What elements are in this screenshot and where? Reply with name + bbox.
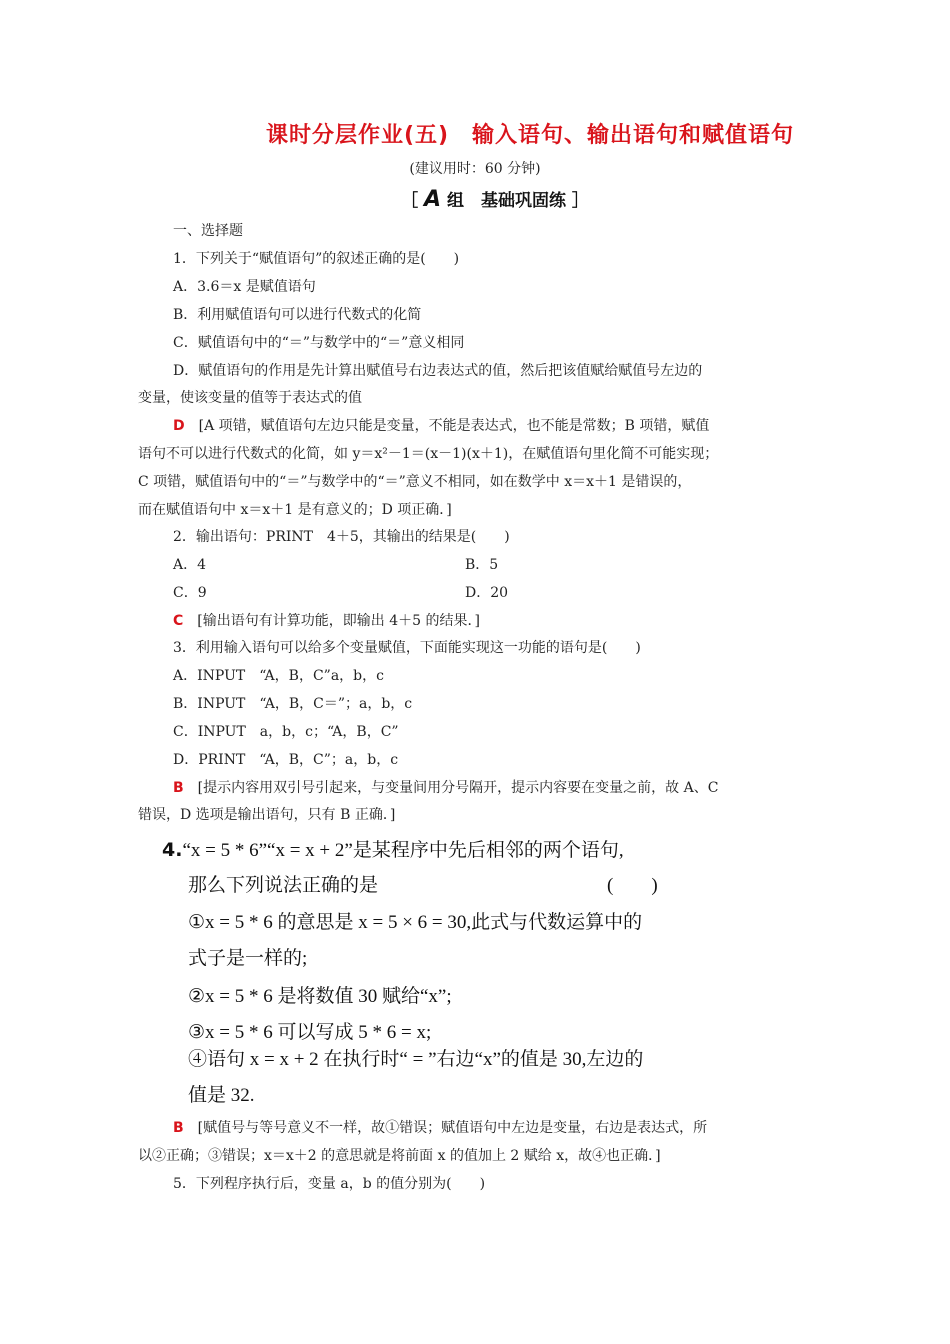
q3-stem: 3．利用输入语句可以给多个变量赋值，下面能实现这一功能的语句是( )	[173, 640, 641, 656]
q1-answer: D	[173, 418, 185, 434]
group-heading	[0, 186, 950, 212]
q4-statement-2: ②x = 5 * 6 是将数值 30 赋给“x”;	[188, 986, 452, 1007]
q1-option-b: B．利用赋值语句可以进行代数式的化简	[173, 307, 422, 323]
q1-stem: 1．下列关于“赋值语句”的叙述正确的是( )	[173, 251, 460, 267]
q2-option-a: A．4	[173, 557, 207, 573]
group-letter: A	[424, 187, 442, 212]
q3-option-b: B．INPUT “A，B，C＝”；a，b，c	[173, 696, 413, 712]
q2-stem: 2．输出语句：PRINT 4＋5，其输出的结果是( )	[173, 529, 510, 545]
q4-paren: ( )	[607, 875, 658, 896]
q1-explanation-line4: 而在赋值语句中 x＝x＋1 是有意义的；D 项正确．]	[138, 502, 452, 518]
q4-stem-line1: 4.“x = 5 * 6”“x = x + 2”是某程序中先后相邻的两个语句,	[162, 839, 624, 861]
q5-stem: 5．下列程序执行后，变量 a，b 的值分别为( )	[173, 1176, 486, 1192]
q4-explanation-line2: 以②正确；③错误；x＝x＋2 的意思就是将前面 x 的值加上 2 赋给 x，故④也正确．]	[138, 1148, 661, 1164]
q2-answer: C	[173, 613, 184, 629]
suggested-time: (建议用时：60 分钟)	[409, 161, 541, 177]
q3-explanation-line1: B [提示内容用双引号引起来，与变量间用分号隔开，提示内容要在变量之前，故 A、C	[173, 780, 719, 796]
group-text: 组 基础巩固练	[446, 191, 566, 211]
q1-option-a: A．3.6＝x 是赋值语句	[173, 279, 316, 295]
q4-statement-1-line2: 式子是一样的;	[188, 948, 308, 969]
q2-option-b: B．5	[465, 557, 499, 573]
q4-statement-4-line2: 值是 32.	[188, 1085, 255, 1106]
q1-explanation-line1: D [A 项错，赋值语句左边只能是变量，不能是表达式，也不能是常数；B 项错，赋值	[173, 418, 710, 434]
q4-explanation-line1: B [赋值号与等号意义不一样，故①错误；赋值语句中左边是变量，右边是表达式，所	[173, 1120, 708, 1136]
q4-stem-line2: 那么下列说法正确的是 ( )	[188, 875, 658, 896]
q1-option-d-line2: 变量，使该变量的值等于表达式的值	[138, 390, 362, 406]
q4-statement-3: ③x = 5 * 6 可以写成 5 * 6 = x;	[188, 1022, 432, 1043]
q4-answer: B	[173, 1120, 184, 1136]
q1-option-d-line1: D．赋值语句的作用是先计算出赋值号右边表达式的值，然后把该值赋给赋值号左边的	[173, 363, 703, 379]
section-heading: 一、选择题	[173, 223, 243, 239]
page-title: 课时分层作业(五) 输入语句、输出语句和赋值语句	[265, 123, 795, 148]
q3-option-a: A．INPUT “A，B，C”a，b，c	[173, 668, 384, 684]
q3-option-d: D．PRINT “A，B，C”；a，b，c	[173, 752, 399, 768]
q2-option-d: D．20	[465, 585, 509, 601]
q2-option-c: C．9	[173, 585, 207, 601]
group-bracket-open: ［	[401, 191, 419, 211]
q2-explanation: C [输出语句有计算功能，即输出 4＋5 的结果．]	[173, 613, 480, 629]
group-bracket-close: ］	[571, 191, 589, 211]
q3-option-c: C．INPUT a，b，c；“A，B，C”	[173, 724, 399, 740]
q4-number: 4.	[162, 839, 183, 861]
q1-option-c: C．赋值语句中的“＝”与数学中的“＝”意义相同	[173, 335, 465, 351]
q1-explanation-line2: 语句不可以进行代数式的化简，如 y＝x²－1＝(x－1)(x＋1)，在赋值语句里化简不可能实现；	[138, 446, 719, 462]
q2-options-row1	[173, 556, 773, 574]
q1-explanation-line3: C 项错，赋值语句中的“＝”与数学中的“＝”意义不相同，如在数学中 x＝x＋1 是错误的，	[138, 474, 692, 490]
q4-statement-4-line1: ④语句 x = x + 2 在执行时“ = ”右边“x”的值是 30,左边的	[188, 1049, 644, 1070]
q3-answer: B	[173, 780, 184, 796]
q4-statement-1-line1: ①x = 5 * 6 的意思是 x = 5 × 6 = 30,此式与代数运算中的	[188, 912, 643, 933]
q3-explanation-line2: 错误，D 选项是输出语句，只有 B 正确．]	[138, 807, 396, 823]
q2-options-row2	[173, 584, 773, 602]
